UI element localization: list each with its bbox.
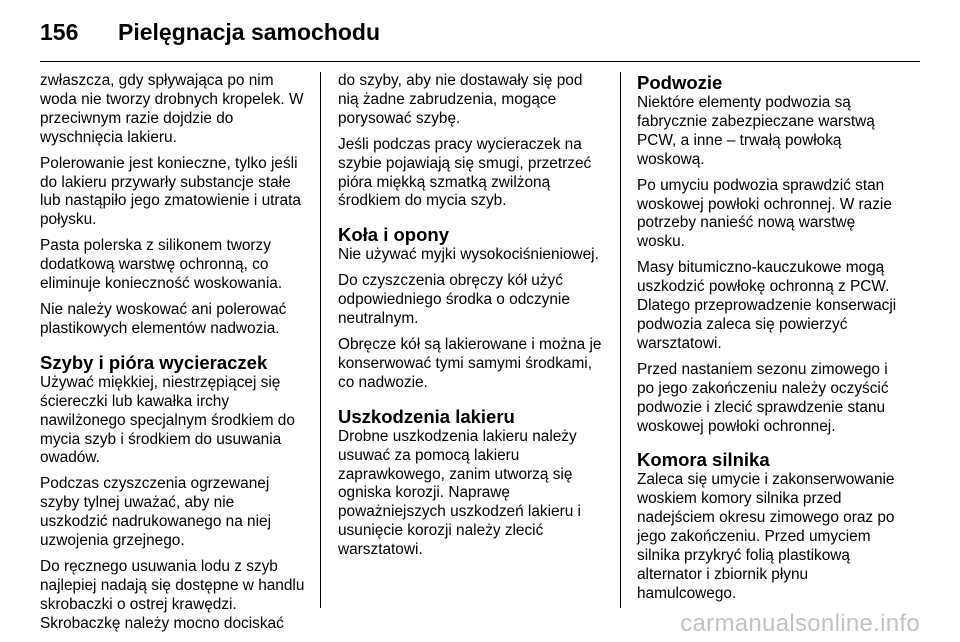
section-heading-wheels: Koła i opony — [338, 224, 449, 246]
paragraph: Niektóre elementy podwozia są fabrycznie zabezpieczane warstwą PCW, a inne – trwałą powłoką woskową. — [637, 94, 875, 168]
paragraph: Pasta polerska z silikonem tworzy dodatkową warstwę ochronną, co eliminuje konieczność woskowania. — [40, 237, 283, 293]
section-heading-underbody: Podwozie — [637, 72, 723, 93]
paragraph: do szyby, aby nie dostawały się pod nią żadne zabrudzenia, mogące porysować szybę. — [338, 72, 583, 127]
page-number: 156 — [40, 18, 79, 45]
paragraph: Podczas czyszczenia ogrzewanej szyby tylnej uważać, aby nie uszkodzić nadrukowanego na niej uzwojenia grzejnego. — [40, 475, 272, 550]
section-heading-engine: Komora silnika — [637, 449, 770, 471]
paragraph: Drobne uszkodzenia lakieru należy usuwać za pomocą lakieru zaprawkowego, zanim utworzą się ogniska korozji. Naprawę poważniejszych uszkodzeń lakieru i usunięcie korozji należy zlecić warsztatowi. — [338, 427, 581, 559]
section-heading-paint: Uszkodzenia lakieru — [338, 405, 515, 427]
column-divider — [620, 72, 621, 608]
page-title: Pielęgnacja samochodu — [118, 18, 381, 45]
text-column-2 — [338, 72, 604, 567]
page-header — [40, 12, 920, 52]
header-divider — [40, 61, 920, 62]
watermark: carmanualsonline.info — [680, 610, 920, 637]
paragraph: Do czyszczenia obręczy kół użyć odpowiedniego środka o odczynie neutralnym. — [338, 272, 570, 328]
paragraph: Przed nastaniem sezonu zimowego i po jego zakończeniu należy oczyścić podwozie i zlecić sprawdzenie stanu woskowej powłoki ochronnej. — [637, 360, 889, 435]
paragraph: zwłaszcza, gdy spływająca po nim woda nie tworzy drobnych kropelek. W przeciwnym razie dojdzie do wyschnięcia lakieru. — [40, 72, 304, 146]
paragraph: Nie należy woskować ani polerować plastikowych elementów nadwozia. — [40, 300, 287, 337]
text-column-1 — [40, 72, 305, 641]
paragraph: Do ręcznego usuwania lodu z szyb najlepiej nadają się dostępne w handlu skrobaczki o ostrej krawędzi. Skrobaczkę należy mocno dociskać — [40, 557, 305, 632]
paragraph: Nie używać myjki wysokociśnieniowej. — [338, 246, 599, 264]
paragraph: Jeśli podczas pracy wycieraczek na szybie pojawiają się smugi, przetrzeć pióra miękką szmatką zwilżoną środkiem do mycia szyb. — [338, 135, 592, 210]
text-column-3 — [637, 72, 902, 611]
paragraph: Masy bitumiczno-kauczukowe mogą uszkodzić powłokę ochronną z PCW. Dlatego przeprowadzenie konserwacji podwozia zaleca się powierzyć warsztatowi. — [637, 259, 897, 352]
column-divider — [320, 72, 321, 608]
paragraph: Obręcze kół są lakierowane i można je konserwować tymi samymi środkami, co nadwozie. — [338, 335, 602, 391]
paragraph: Po umyciu podwozia sprawdzić stan woskowej powłoki ochronnej. W razie potrzeby nanieść nową warstwę wosku. — [637, 176, 892, 251]
paragraph: Polerowanie jest konieczne, tylko jeśli do lakieru przywarły substancje stałe lub nastąpiło jego zmatowienie i utrata połysku. — [40, 154, 301, 229]
paragraph: Zaleca się umycie i zakonserwowanie woskiem komory silnika przed nadejściem okresu zimowego oraz po jego zakończeniu. Przed umyciem silnika przykryć folią plastikową alternator i zbiornik płynu hamulcowego. — [637, 471, 895, 602]
section-heading-wipers: Szyby i pióra wycieraczek — [40, 351, 268, 373]
paragraph: Używać miękkiej, niestrzępiącej się ściereczki lub kawałka irchy nawilżonego specjalnym środkiem do mycia szyb i środkiem do usuwania owadów. — [40, 373, 295, 467]
